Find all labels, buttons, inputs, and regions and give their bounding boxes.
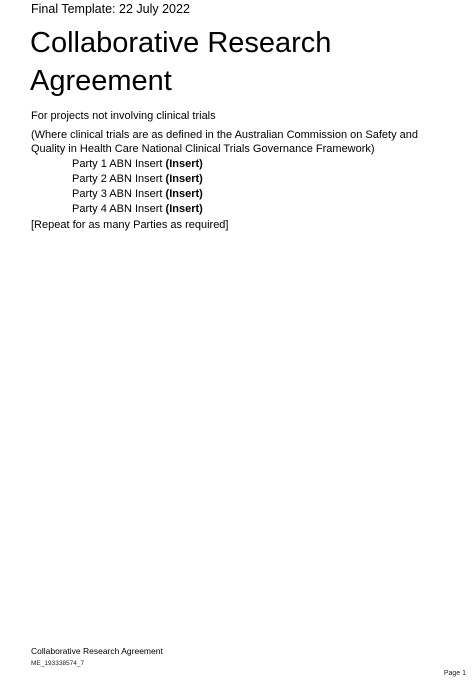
parties-list bbox=[72, 157, 203, 217]
party-line bbox=[72, 157, 203, 172]
party-line bbox=[72, 172, 203, 187]
template-date: Final Template: 22 July 2022 bbox=[31, 2, 190, 16]
party-label: Party 3 ABN Insert bbox=[72, 188, 166, 200]
party-line bbox=[72, 187, 203, 202]
footer-title: Collaborative Research Agreement bbox=[31, 646, 163, 656]
party-placeholder: (Insert) bbox=[165, 173, 203, 185]
document-subtitle: For projects not involving clinical trials bbox=[31, 110, 216, 122]
party-placeholder: (Insert) bbox=[165, 203, 203, 215]
party-placeholder: (Insert) bbox=[165, 188, 203, 200]
party-label: Party 1 ABN Insert bbox=[72, 158, 166, 170]
repeat-note: [Repeat for as many Parties as required] bbox=[31, 219, 229, 231]
page-title: Collaborative Research Agreement bbox=[30, 27, 332, 97]
party-placeholder: (Insert) bbox=[165, 158, 203, 170]
page-number: Page 1 bbox=[443, 670, 466, 677]
clinical-trials-note: (Where clinical trials are as defined in the Australian Commission on Safety and Quality in Health Care National Clinical Trials Governance Framework) bbox=[31, 129, 419, 155]
party-line bbox=[72, 202, 203, 217]
party-label: Party 2 ABN Insert bbox=[72, 173, 166, 185]
party-label: Party 4 ABN Insert bbox=[72, 203, 166, 215]
footer-reference: ME_193338574_7 bbox=[31, 660, 85, 667]
